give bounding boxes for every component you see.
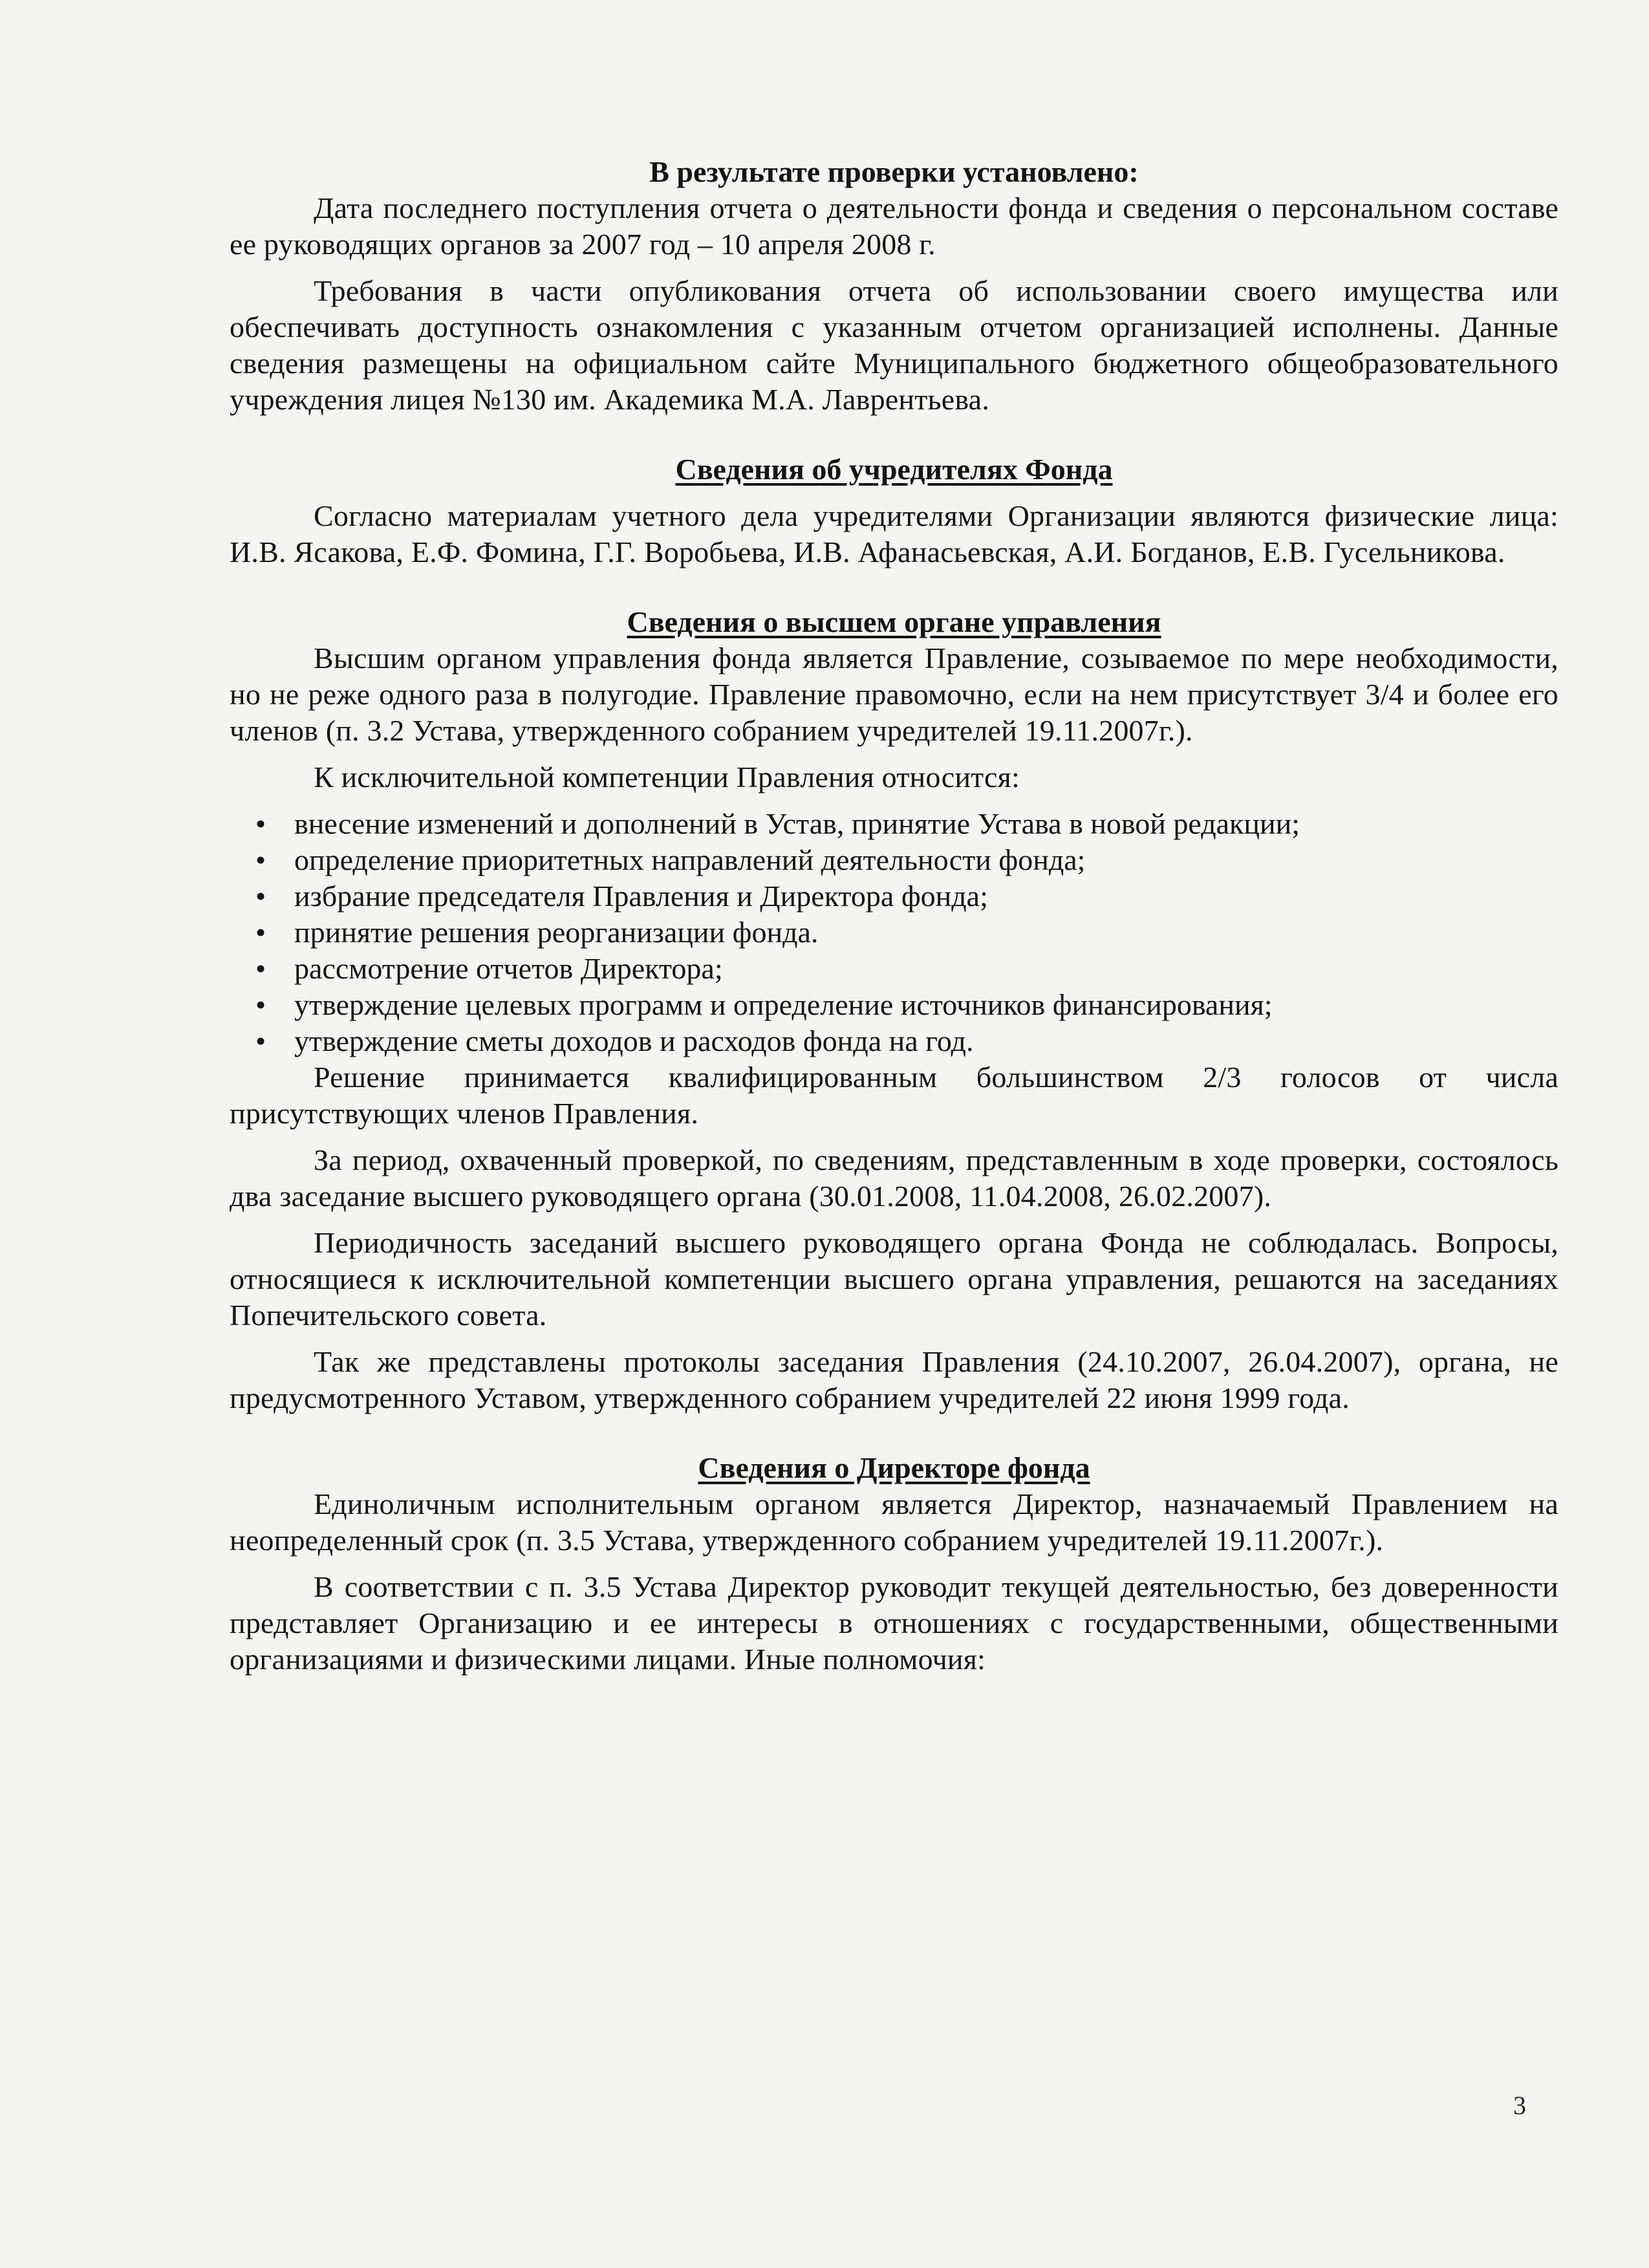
list-item: • принятие решения реорганизации фонда. xyxy=(294,914,1558,951)
list-item: • внесение изменений и дополнений в Устав, принятие Устава в новой редакции; xyxy=(294,806,1558,842)
section-heading-director: Сведения о Директоре фонда xyxy=(698,1451,1090,1484)
list-item: • утверждение сметы доходов и расходов фонда на год. xyxy=(294,1023,1558,1059)
list-item: • утверждение целевых программ и определение источников финансирования; xyxy=(294,987,1558,1023)
section-heading-findings: В результате проверки установлено: xyxy=(649,155,1139,188)
section-heading-governing-body: Сведения о высшем органе управления xyxy=(627,605,1161,638)
paragraph: Так же представлены протоколы заседания Правления (24.10.2007, 26.04.2007), органа, не предусмотренного Уставом, утвержденного собранием учредителей 22 июня 1999 года. xyxy=(230,1345,1558,1414)
page-number: 3 xyxy=(1513,2091,1526,2120)
paragraph: Высшим органом управления фонда является Правление, созываемое по мере необходимости, но не реже одного раза в полугодие. Правление правомочно, если на нем присутствует 3/4 и более его членов (п. 3.2 Устава, утвержденного собранием учредителей 19.11.2007г.). xyxy=(230,642,1558,747)
competence-list xyxy=(230,806,1558,1059)
paragraph: Единоличным исполнительным органом является Директор, назначаемый Правлением на неопределенный срок (п. 3.5 Устава, утвержденного собранием учредителей 19.11.2007г.). xyxy=(230,1487,1558,1557)
paragraph: Требования в части опубликования отчета об использовании своего имущества или обеспечивать доступность ознакомления с указанным отчетом организацией исполнены. Данные сведения размещены на официальном сайте Муниципального бюджетного общеобразовательного учреждения лицея №130 им. Академика М.А. Лаврентьева. xyxy=(230,274,1558,416)
paragraph: Согласно материалам учетного дела учредителями Организации являются физические лица: И.В. Ясакова, Е.Ф. Фомина, Г.Г. Воробьева, И.В. Афанасьевская, А.И. Богданов, Е.В. Гусельникова. xyxy=(230,499,1558,568)
section-heading-founders: Сведения об учредителях Фонда xyxy=(675,453,1113,486)
paragraph: Дата последнего поступления отчета о деятельности фонда и сведения о персональном составе ее руководящих органов за 2007 год – 10 апреля 2008 г. xyxy=(230,191,1558,261)
paragraph: Решение принимается квалифицированным большинством 2/3 голосов от числа присутствующих членов Правления. xyxy=(230,1061,1558,1130)
paragraph: В соответствии с п. 3.5 Устава Директор руководит текущей деятельностью, без доверенности представляет Организацию и ее интересы в отношениях с государственными, общественными организациями и физическими лицами. Иные полномочия: xyxy=(230,1570,1558,1676)
document-body xyxy=(230,154,1558,1678)
paragraph: За период, охваченный проверкой, по сведениям, представленным в ходе проверки, состоялось два заседание высшего руководящего органа (30.01.2008, 11.04.2008, 26.02.2007). xyxy=(230,1143,1558,1213)
paragraph: К исключительной компетенции Правления относится: xyxy=(314,761,1020,794)
paragraph: Периодичность заседаний высшего руководящего органа Фонда не соблюдалась. Вопросы, относящиеся к исключительной компетенции высшего органа управления, решаются на заседаниях Попечительского совета. xyxy=(230,1226,1558,1332)
list-item: • рассмотрение отчетов Директора; xyxy=(294,951,1558,987)
list-item: • определение приоритетных направлений деятельности фонда; xyxy=(294,842,1558,878)
list-item: • избрание председателя Правления и Директора фонда; xyxy=(294,878,1558,914)
